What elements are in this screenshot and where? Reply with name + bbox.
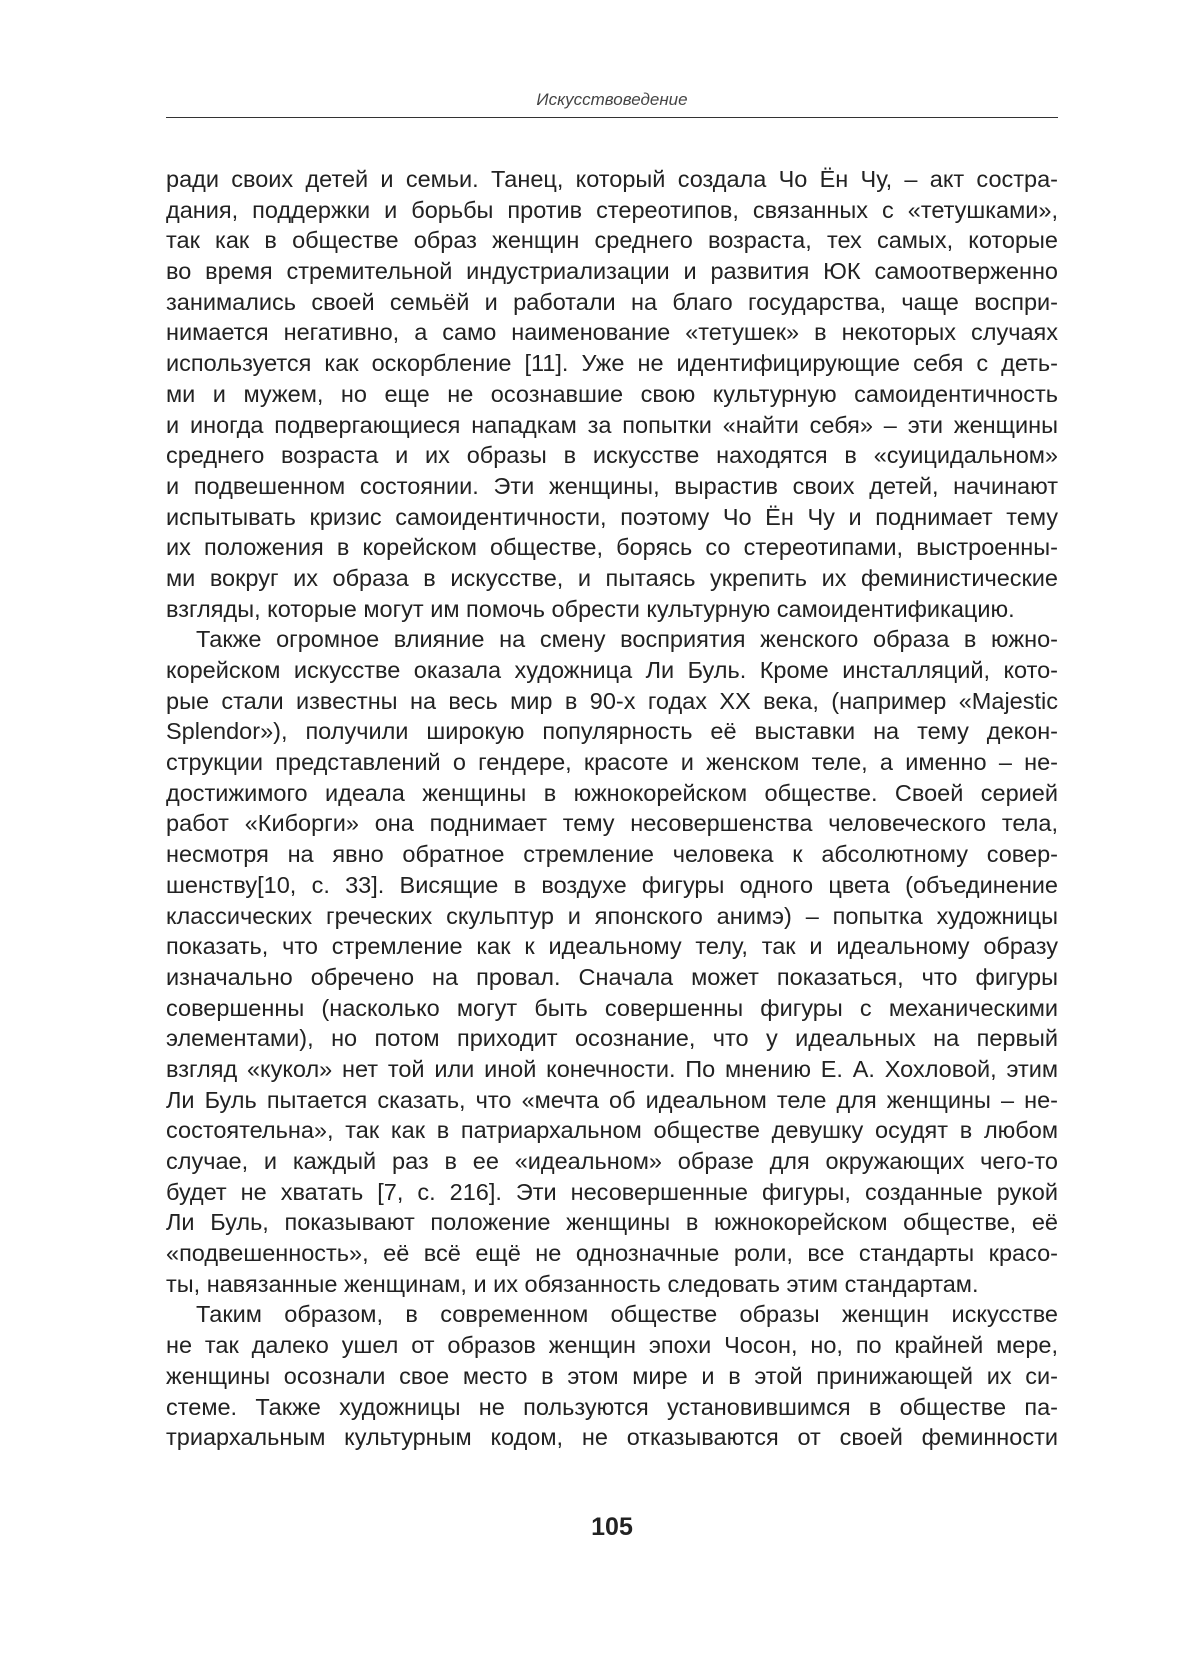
text-line: будет не хватать [7, с. 216]. Эти несовершенные фигуры, созданные рукой	[166, 1178, 1058, 1205]
text-line: во время стремительной индустриализации и развития ЮК самоотверженно	[166, 258, 1058, 285]
text-line: совершенны (насколько могут быть совершенны фигуры с механическими	[166, 994, 1058, 1021]
text-line: используется как оскорбление [11]. Уже не идентифицирующие себя с деть-	[166, 350, 1058, 377]
text-line: струкции представлений о гендере, красоте и женском теле, а именно – не-	[166, 749, 1058, 776]
text-line: стеме. Также художницы не пользуются установившимся в обществе па-	[166, 1393, 1058, 1420]
text-line: их положения в корейском обществе, борясь со стереотипами, выстроенны-	[166, 534, 1058, 561]
text-line: и подвешенном состоянии. Эти женщины, вырастив своих детей, начинают	[166, 472, 1058, 499]
text-line: не так далеко ушел от образов женщин эпохи Чосон, но, по крайней мере,	[166, 1332, 1058, 1359]
text-line: ты, навязанные женщинам, и их обязанность следовать этим стандартам.	[166, 1270, 979, 1297]
body-text	[166, 164, 1058, 1453]
text-line: несмотря на явно обратное стремление человека к абсолютному совер-	[166, 841, 1058, 868]
text-line: взгляды, которые могут им помочь обрести культурную самоидентификацию.	[166, 595, 1015, 622]
header-divider	[166, 117, 1058, 118]
text-line: ми и мужем, но еще не осознавшие свою культурную самоидентичность	[166, 380, 1058, 407]
text-line: достижимого идеала женщины в южнокорейском обществе. Своей серией	[166, 779, 1058, 806]
text-line: Также огромное влияние на смену восприятия женского образа в южно-	[196, 626, 1058, 653]
text-line: Ли Буль пытается сказать, что «мечта об идеальном теле для женщины – не-	[166, 1086, 1058, 1113]
text-line: Splendor»), получили широкую популярность её выставки на тему декон-	[166, 718, 1058, 745]
text-line: рые стали известны на весь мир в 90-х годах XX века, (например «Majestic	[166, 687, 1058, 714]
page-number: 105	[591, 1513, 633, 1541]
text-line: состоятельна», так как в патриархальном обществе девушку осудят в любом	[166, 1117, 1058, 1144]
text-line: взгляд «кукол» нет той или иной конечности. По мнению Е. А. Хохловой, этим	[166, 1055, 1058, 1082]
text-line: классических греческих скульптур и японского анимэ) – попытка художницы	[166, 902, 1058, 929]
text-line: нимается негативно, а само наименование «тетушек» в некоторых случаях	[166, 319, 1058, 346]
running-header-title: Искусствоведение	[536, 90, 688, 109]
text-line: Таким образом, в современном обществе образы женщин искусстве	[196, 1301, 1058, 1328]
text-line: триархальным культурным кодом, не отказываются от своей феминности	[166, 1424, 1058, 1451]
text-line: занимались своей семьёй и работали на благо государства, чаще воспри-	[166, 288, 1058, 315]
text-line: испытывать кризис самоидентичности, поэтому Чо Ён Чу и поднимает тему	[166, 503, 1058, 530]
text-line: женщины осознали свое место в этом мире и в этой принижающей их си-	[166, 1362, 1058, 1389]
text-line: ради своих детей и семьи. Танец, который создала Чо Ён Чу, – акт состра-	[166, 166, 1058, 192]
text-line: шенству[10, с. 33]. Висящие в воздухе фигуры одного цвета (объединение	[166, 871, 1058, 898]
text-line: показать, что стремление как к идеальному телу, так и идеальному образу	[166, 933, 1058, 960]
text-line: дания, поддержки и борьбы против стереотипов, связанных с «тетушками»,	[166, 196, 1058, 223]
text-line: Ли Буль, показывают положение женщины в южнокорейском обществе, её	[166, 1209, 1058, 1236]
text-line: «подвешенность», её всё ещё не однозначные роли, все стандарты красо-	[166, 1240, 1058, 1267]
text-line: среднего возраста и их образы в искусстве находятся в «суицидальном»	[166, 442, 1058, 469]
text-line: ми вокруг их образа в искусстве, и пытаясь укрепить их феминистические	[166, 564, 1058, 591]
text-line: работ «Киборги» она поднимает тему несовершенства человеческого тела,	[166, 810, 1058, 837]
text-line: изначально обречено на провал. Сначала может показаться, что фигуры	[166, 963, 1058, 990]
text-line: корейском искусстве оказала художница Ли Буль. Кроме инсталляций, кото-	[166, 657, 1058, 683]
text-line: элементами), но потом приходит осознание, что у идеальных на первый	[166, 1025, 1058, 1052]
text-line: так как в обществе образ женщин среднего возраста, тех самых, которые	[166, 227, 1058, 254]
text-line: случае, и каждый раз в ее «идеальном» образе для окружающих чего-то	[166, 1148, 1058, 1174]
text-line: и иногда подвергающиеся нападкам за попытки «найти себя» – эти женщины	[166, 411, 1058, 438]
